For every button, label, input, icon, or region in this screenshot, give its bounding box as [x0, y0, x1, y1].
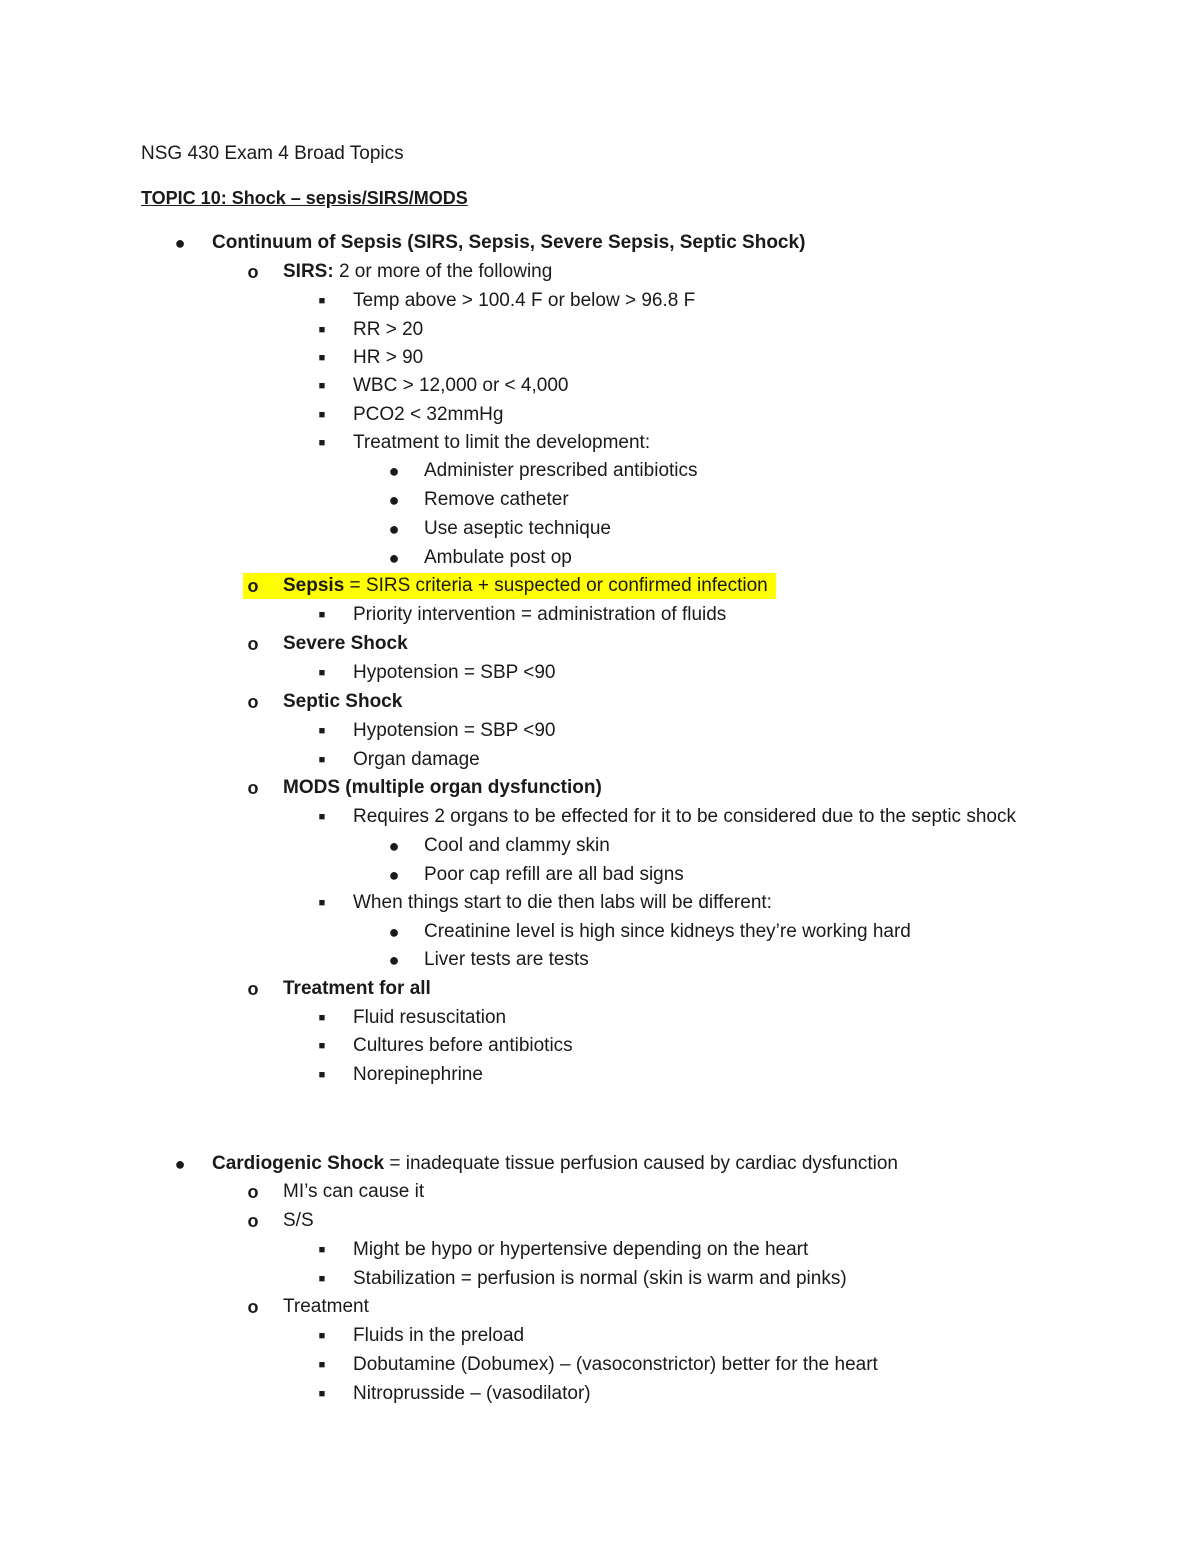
mods-sign: Poor cap refill are all bad signs	[424, 864, 684, 885]
square-bullet-icon: ■	[318, 380, 326, 392]
mods-lab: Liver tests are tests	[424, 949, 589, 970]
sirs-label: SIRS:	[283, 261, 334, 282]
circle-bullet-icon: o	[247, 576, 259, 596]
sirs-treatment-item: Remove catheter	[424, 489, 569, 510]
cardio-cause: MI’s can cause it	[283, 1181, 425, 1202]
sirs-criterion: Temp above > 100.4 F or below > 96.8 F	[353, 290, 696, 311]
cardio-label: Cardiogenic Shock	[212, 1153, 385, 1174]
sirs-criterion: RR > 20	[353, 319, 424, 340]
square-bullet-icon: ■	[318, 1069, 326, 1081]
sirs-criterion: HR > 90	[353, 347, 424, 368]
sepsis-text: = SIRS criteria + suspected or confirmed infection	[344, 575, 768, 596]
bullet-icon: ●	[388, 865, 400, 885]
square-bullet-icon: ■	[318, 409, 326, 421]
circle-bullet-icon: o	[247, 262, 259, 282]
circle-bullet-icon: o	[247, 1297, 259, 1317]
bullet-icon: ●	[388, 519, 400, 539]
cardio-ss-item: Stabilization = perfusion is normal (skin is warm and pinks)	[353, 1268, 847, 1289]
bullet-icon: ●	[388, 461, 400, 481]
square-bullet-icon: ■	[318, 1012, 326, 1024]
square-bullet-icon: ■	[318, 725, 326, 737]
septic-shock-label: Septic Shock	[283, 691, 403, 712]
mods-sub: Requires 2 organs to be effected for it to be considered due to the septic shock	[353, 806, 1016, 827]
sirs-treatment-item: Use aseptic technique	[424, 518, 611, 539]
cardio-treatment-item: Fluids in the preload	[353, 1325, 525, 1346]
square-bullet-icon: ■	[318, 811, 326, 823]
bullet-icon: ●	[388, 548, 400, 568]
treatment-all-item: Fluid resuscitation	[353, 1007, 507, 1028]
square-bullet-icon: ■	[318, 609, 326, 621]
treatment-all-label: Treatment for all	[283, 978, 431, 999]
square-bullet-icon: ■	[318, 1273, 326, 1285]
bullet-icon: ●	[174, 1154, 186, 1174]
cardio-treatment-label: Treatment	[283, 1296, 369, 1317]
circle-bullet-icon: o	[247, 1182, 259, 1202]
mods-sub: When things start to die then labs will be different:	[353, 892, 772, 913]
treatment-all-item: Norepinephrine	[353, 1064, 483, 1085]
square-bullet-icon: ■	[318, 667, 326, 679]
square-bullet-icon: ■	[318, 352, 326, 364]
topic-heading: TOPIC 10: Shock – sepsis/SIRS/MODS	[141, 188, 468, 208]
sirs-treatment-item: Administer prescribed antibiotics	[424, 460, 698, 481]
severe-shock-sub: Hypotension = SBP <90	[353, 662, 556, 683]
sepsis-sub: Priority intervention = administration of fluids	[353, 604, 727, 625]
mods-lab: Creatinine level is high since kidneys they’re working hard	[424, 921, 911, 942]
square-bullet-icon: ■	[318, 1040, 326, 1052]
square-bullet-icon: ■	[318, 1388, 326, 1400]
square-bullet-icon: ■	[318, 754, 326, 766]
septic-shock-sub: Hypotension = SBP <90	[353, 720, 556, 741]
circle-bullet-icon: o	[247, 1211, 259, 1231]
square-bullet-icon: ■	[318, 1330, 326, 1342]
square-bullet-icon: ■	[318, 295, 326, 307]
bullet-icon: ●	[388, 836, 400, 856]
cardio-ss-label: S/S	[283, 1210, 314, 1231]
bullet-icon: ●	[388, 490, 400, 510]
bullet-icon: ●	[174, 233, 186, 253]
sirs-criterion: PCO2 < 32mmHg	[353, 404, 504, 425]
treatment-all-item: Cultures before antibiotics	[353, 1035, 573, 1056]
square-bullet-icon: ■	[318, 897, 326, 909]
septic-shock-sub: Organ damage	[353, 749, 480, 770]
list-item-highlighted	[0, 573, 1200, 599]
square-bullet-icon: ■	[318, 1244, 326, 1256]
cardio-treatment-item: Dobutamine (Dobumex) – (vasoconstrictor) better for the heart	[353, 1354, 878, 1375]
square-bullet-icon: ■	[318, 324, 326, 336]
square-bullet-icon: ■	[318, 437, 326, 449]
sirs-criterion: Treatment to limit the development:	[353, 432, 651, 453]
square-bullet-icon: ■	[318, 1359, 326, 1371]
sepsis-label: Sepsis	[283, 575, 345, 596]
circle-bullet-icon: o	[247, 778, 259, 798]
sirs-text: 2 or more of the following	[333, 261, 553, 282]
sepsis-heading: Continuum of Sepsis (SIRS, Sepsis, Severe Sepsis, Septic Shock)	[212, 232, 806, 253]
mods-label: MODS (multiple organ dysfunction)	[283, 777, 602, 798]
circle-bullet-icon: o	[247, 692, 259, 712]
circle-bullet-icon: o	[247, 634, 259, 654]
severe-shock-label: Severe Shock	[283, 633, 408, 654]
sirs-treatment-item: Ambulate post op	[424, 547, 572, 568]
cardio-ss-item: Might be hypo or hypertensive depending on the heart	[353, 1239, 809, 1260]
cardio-treatment-item: Nitroprusside – (vasodilator)	[353, 1383, 591, 1404]
document-title: NSG 430 Exam 4 Broad Topics	[141, 143, 404, 164]
bullet-icon: ●	[388, 922, 400, 942]
mods-sign: Cool and clammy skin	[424, 835, 610, 856]
cardio-text: = inadequate tissue perfusion caused by cardiac dysfunction	[384, 1153, 898, 1174]
bullet-icon: ●	[388, 950, 400, 970]
circle-bullet-icon: o	[247, 979, 259, 999]
sirs-criterion: WBC > 12,000 or < 4,000	[353, 375, 569, 396]
